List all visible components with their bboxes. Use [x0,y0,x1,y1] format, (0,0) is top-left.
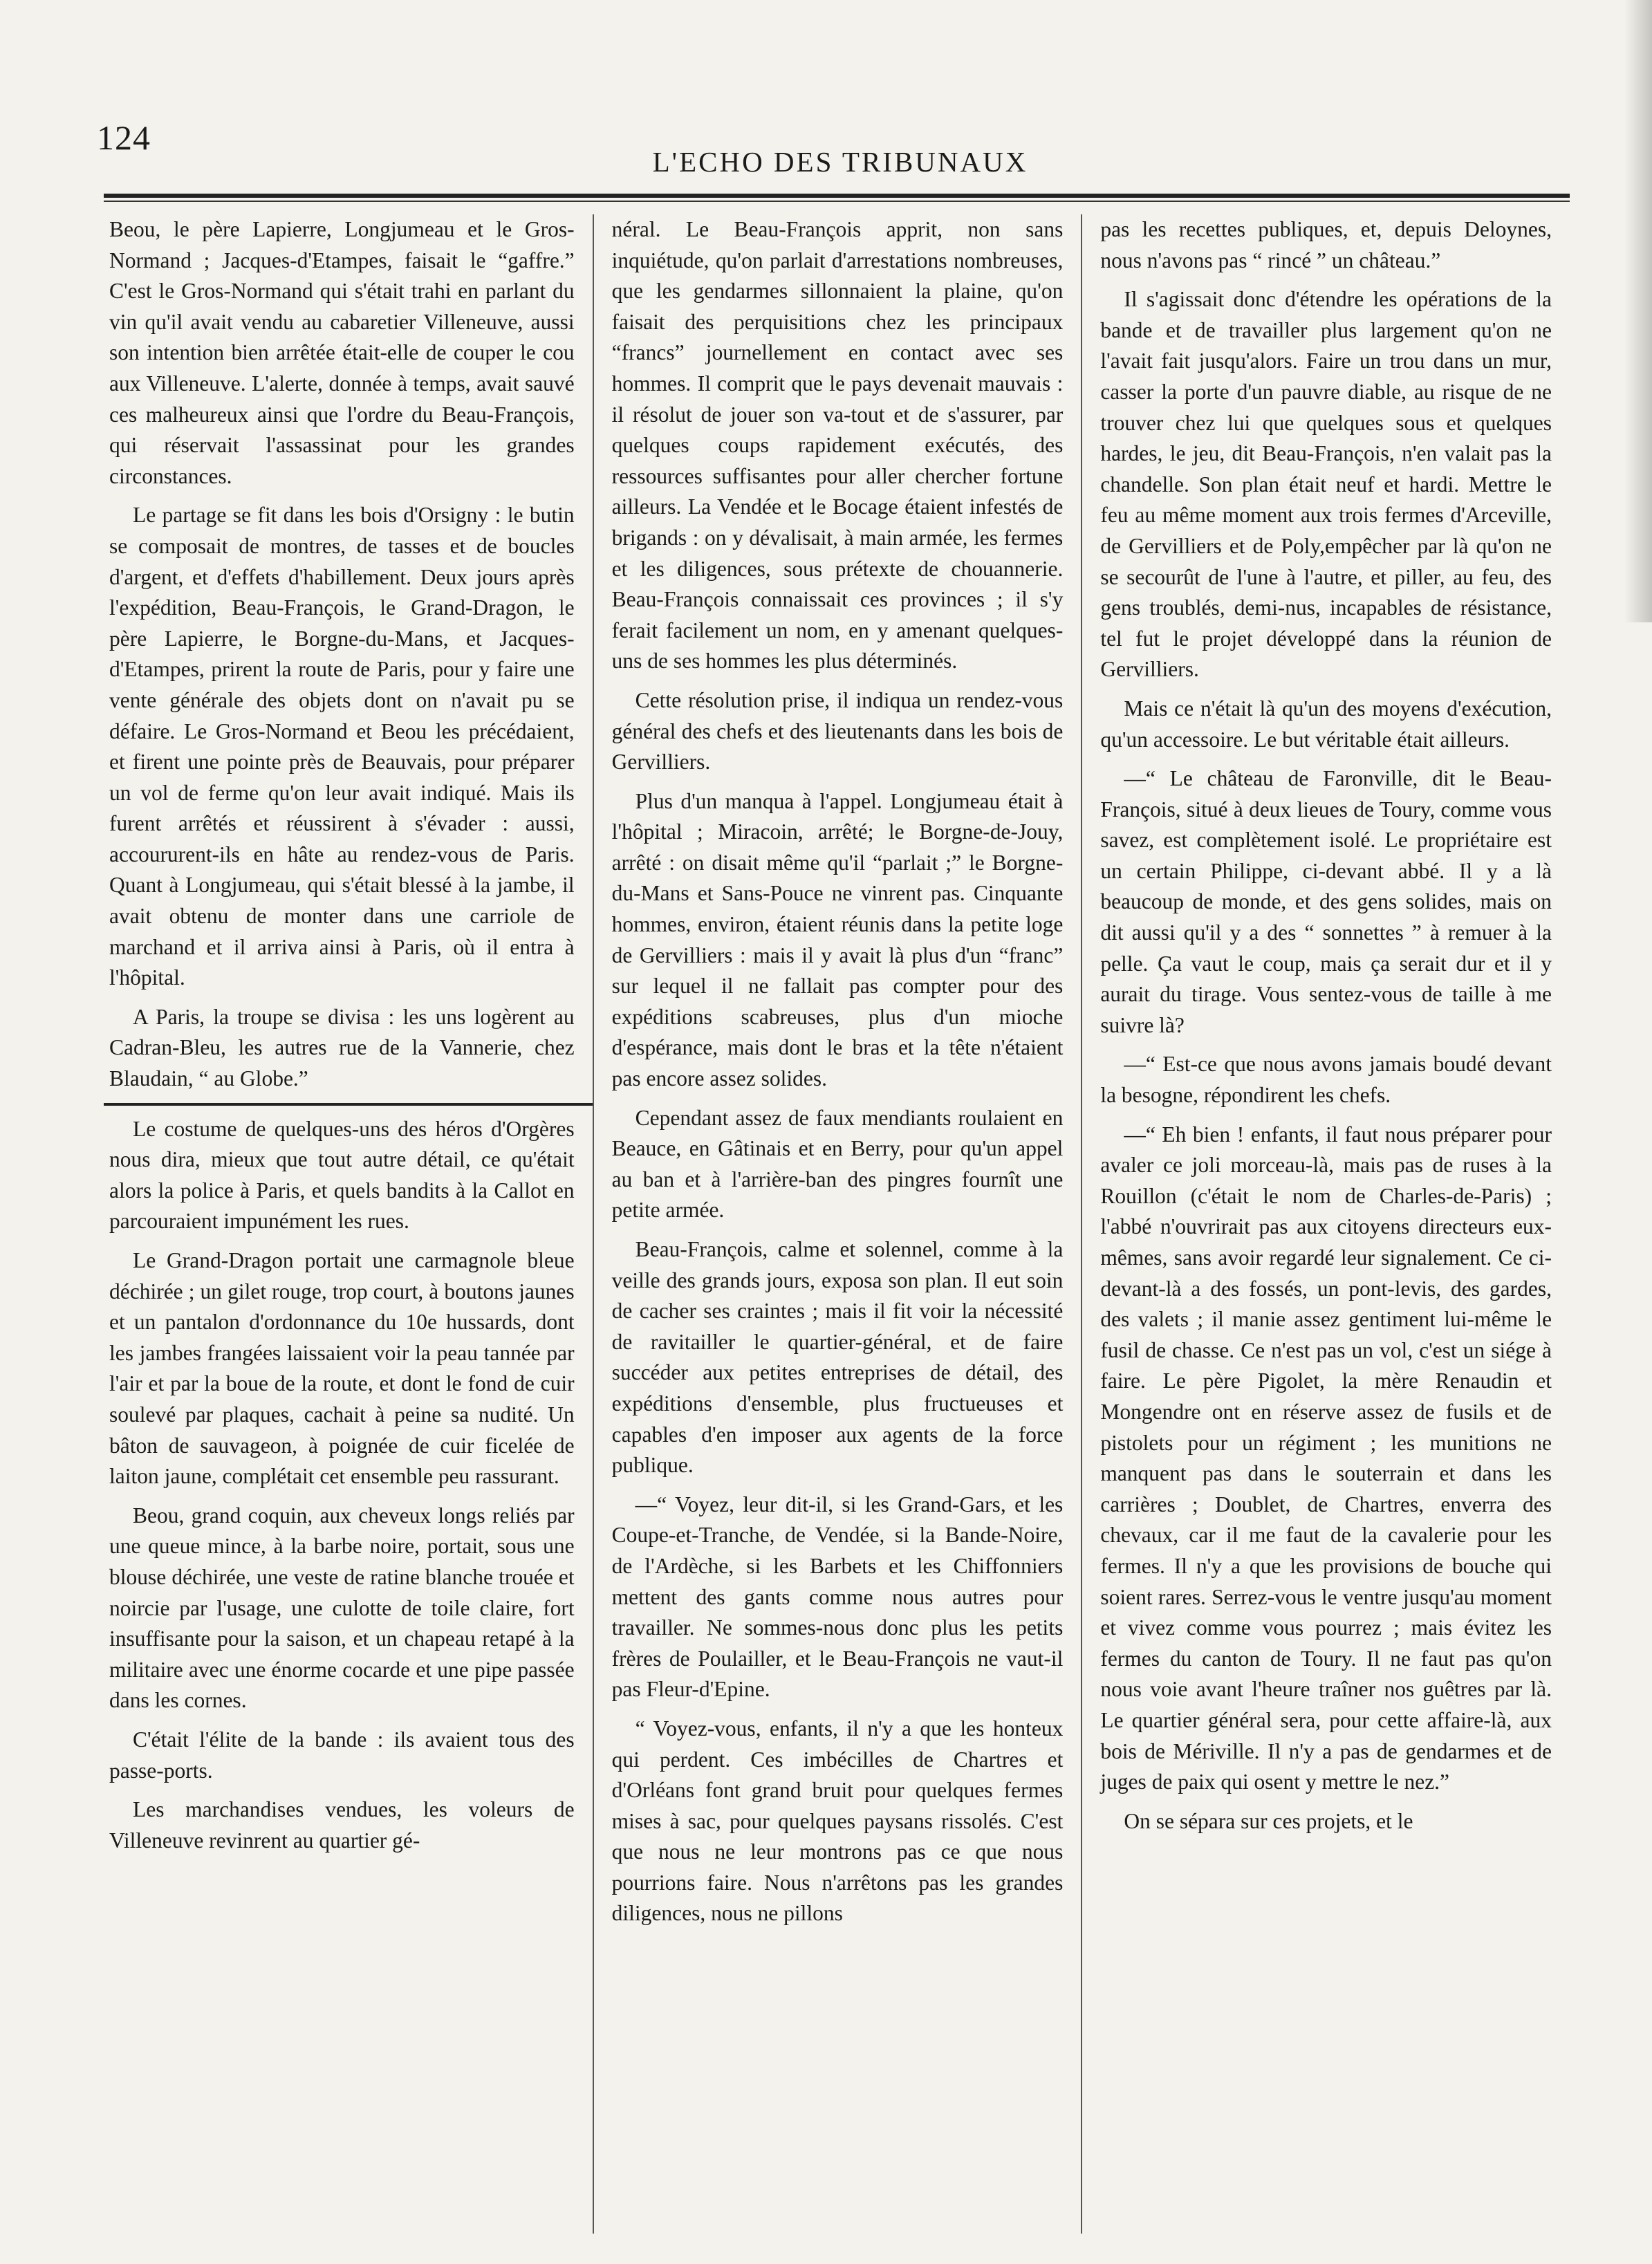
paragraph: Les marchandises vendues, les voleurs de Villeneuve revinrent au quartier gé- [109,1797,575,1853]
text-columns [104,214,1570,2234]
column-3 [1081,214,1570,2234]
paragraph: Le costume de quelques-uns des héros d'Orgères nous dira, mieux que tout autre détail, ce qu'était alors la police à Paris, et quels bandits à la Callot en parcouraient impunément les rues. [109,1116,575,1234]
paragraph: Le partage se fit dans les bois d'Orsigny : le butin se composait de montres, de tasses et de boucles d'argent, et d'effets d'habillement. Deux jours après l'expédition, Beau-François, le Grand-Dragon, le père Lapierre, le Borgne-du-Mans, et Jacques-d'Etampes, prirent la route de Paris, pour y faire une vente générale des objets dont on n'avait pu se défaire. Le Gros-Normand et Beou les précédaient, et firent une pointe près de Beauvais, pour préparer un vol de ferme qu'on leur avait indiqué. Mais ils furent arrêtés et réussirent à s'évader : aussi, accoururent-ils en hâte au rendez-vous de Paris. Quant à Longjumeau, qui s'était blessé à la jambe, il avait obtenu de monter dans une carriole de marchand et il arriva ainsi à Paris, où il entra à l'hôpital. [109,503,575,990]
paragraph: Cependant assez de faux mendiants roulaient en Beauce, en Gâtinais et en Berry, pour qu'un appel au ban et à l'arrière-ban des pingres fournît une petite armée. [611,1105,1064,1223]
paragraph: Mais ce n'était là qu'un des moyens d'exécution, qu'un accessoire. Le but véritable était ailleurs. [1100,696,1552,752]
paragraph: —“ Eh bien ! enfants, il faut nous préparer pour avaler ce joli morceau-là, mais pas de ruses à la Rouillon (c'était le nom de Charles-de-Paris) ; l'abbé n'ouvrirait pas aux citoyens directeurs eux-mêmes, sans avoir regardé leur signalement. Ce ci-devant-là a des fossés, un pont-levis, des gardes, des valets ; il manie assez gentiment lui-même le fusil de chasse. Ce n'est pas un vol, c'est un siége à faire. Le père Pigolet, la mère Renaudin et Mongendre ont en réserve assez de fusils et de pistolets pour un régiment ; les munitions ne manquent pas dans le souterrain et dans les carrières ; Doublet, de Chartres, enverra des chevaux, car il me faut de la cavalerie pour les fermes. Il n'y a que les provisions de bouche qui soient rares. Serrez-vous le ventre jusqu'au moment et vivez comme vous pourrez ; mais évitez les fermes du canton de Toury. Il ne faut pas qu'on nous voie avant l'heure traîner nos guêtres par là. Le quartier général sera, pour cette affaire-là, aux bois de Mériville. Il n'y a pas de gendarmes et de juges de paix qui osent y mettre le nez.” [1100,1122,1552,1794]
page-edge-shadow [1624,0,1652,622]
paragraph: Beou, grand coquin, aux cheveux longs reliés par une queue mince, à la barbe noire, portait, sous une blouse déchirée, une veste de ratine blanche trouée et noircie par l'usage, une culotte de toile claire, fort insuffisante pour la saison, et un chapeau retapé à la militaire avec une énorme cocarde et une pipe passée dans les cornes. [109,1503,575,1713]
header-rule [104,194,1570,198]
paragraph: —“ Voyez, leur dit-il, si les Grand-Gars, et les Coupe-et-Tranche, de Vendée, si la Bande-Noire, de l'Ardèche, si les Barbets et les Chiffonniers mettent des gants comme nous autres pour travailler. Ne sommes-nous donc plus les petits frères de Poulailler, et le Beau-François ne vaut-il pas Fleur-d'Epine. [611,1492,1064,1702]
paragraph: Beau-François, calme et solennel, comme à la veille des grands jours, exposa son plan. Il eut soin de cacher ses craintes ; mais il fit voir la nécessité de ravitailler le quartier-général, et de faire succéder aux petites entreprises de détail, des expéditions d'ensemble, plus fructueuses et capables d'en imposer aux agents de la force publique. [611,1237,1064,1478]
paragraph: —“ Le château de Faronville, dit le Beau-François, situé à deux lieues de Toury, comme vous savez, est complètement isolé. Le propriétaire est un certain Philippe, ci-devant abbé. Il y a là beaucoup de monde, et des gens solides, mais on dit aussi qu'il y a des “ sonnettes ” à remuer à la pelle. Ça vaut le coup, mais ça serait dur et il y aurait du tirage. Vous sentez-vous de taille à me suivre là? [1100,766,1552,1037]
paragraph: On se sépara sur ces projets, et le [1124,1808,1413,1833]
paragraph: —“ Est-ce que nous avons jamais boudé devant la besogne, répondirent les chefs. [1100,1052,1552,1108]
paragraph: “ Voyez-vous, enfants, il n'y a que les honteux qui perdent. Ces imbécilles de Chartres et d'Orléans font grand bruit pour quelques fermes mises à sac, pour quelques paysans rissolés. C'est que nous ne leur montrons pas ce que nous pourrions faire. Nous n'arrêtons pas les grandes diligences, nous ne pillons [611,1716,1064,1926]
page-header [97,104,1556,180]
page-number: 124 [97,118,151,157]
column-1 [104,214,593,2234]
paragraph: Il s'agissait donc d'étendre les opérations de la bande et de travailler plus largement qu'on ne l'avait fait jusqu'alors. Faire un trou dans un mur, casser la porte d'un pauvre diable, au risque de ne trouver chez lui que quelques sous et quelques hardes, le jeu, dit Beau-François, n'en valait pas la chandelle. Son plan était neuf et hardi. Mettre le feu au même moment aux trois fermes d'Arceville, de Gervilliers et de Poly,empêcher par là qu'on ne se secourût de l'une à l'autre, et piller, au feu, des gens troublés, demi-nus, incapables de résistance, tel fut le projet développé dans la réunion de Gervilliers. [1100,287,1552,682]
header-rule-thin [104,201,1570,202]
paragraph: Le Grand-Dragon portait une carmagnole bleue déchirée ; un gilet rouge, trop court, à boutons jaunes et un pantalon d'ordonnance du 10e hussards, dont les jambes frangées laissaient voir la peau tannée par l'air et par la boue de la route, et dont le fond de cuir soulevé par plaques, cachait à peine sa nudité. Un bâton de sauvageon, à poignée de cuir ficelée de laiton jaune, complétait cet ensemble peu rassurant. [109,1248,575,1489]
column-2 [593,214,1082,2234]
paragraph: Plus d'un manqua à l'appel. Longjumeau était à l'hôpital ; Miracoin, arrêté; le Borgne-de-Jouy, arrêté : on disait même qu'il “parlait ;” le Borgne-du-Mans et Sans-Pouce ne vinrent pas. Cinquante hommes, environ, étaient réunis dans la petite loge de Gervilliers : mais il y avait là plus d'un “franc” sur lequel il ne fallait pas compter pour des expéditions scabreuses, plus d'un mioche d'espérance, mais dont le bras et la tête n'étaient pas encore assez solides. [611,788,1064,1091]
paragraph: Cette résolution prise, il indiqua un rendez-vous général des chefs et des lieutenants dans les bois de Gervilliers. [611,687,1064,774]
paragraph: A Paris, la troupe se divisa : les uns logèrent au Cadran-Bleu, les autres rue de la Vannerie, chez Blaudain, “ au Globe.” [109,1004,575,1091]
paragraph: pas les recettes publiques, et, depuis Deloynes, nous n'avons pas “ rincé ” un château.” [1100,217,1552,272]
journal-title: L'ECHO DES TRIBUNAUX [652,146,1028,178]
paragraph: néral. Le Beau-François apprit, non sans inquiétude, qu'on parlait d'arrestations nombreuses, que les gendarmes sillonnaient la plaine, qu'on faisait des perquisitions chez les principaux “francs” journellement en contact avec ses hommes. Il comprit que le pays devenait mauvais : il résolut de jouer son va-tout et de s'assurer, par quelques coups rapidement exécutés, des ressources suffisantes pour aller chercher fortune ailleurs. La Vendée et le Bocage étaient infestés de brigands : on y dévalisait, à main armée, les fermes et les diligences, sous prétexte de chouannerie. Beau-François connaissait ces provinces ; il s'y ferait facilement un nom, en y amenant quelques-uns de ses hommes les plus déterminés. [611,217,1064,674]
paragraph: Beou, le père Lapierre, Longjumeau et le Gros-Normand ; Jacques-d'Etampes, faisait le “gaffre.” C'est le Gros-Normand qui s'était trahi en parlant du vin qu'il avait vendu au cabaretier Villeneuve, aussi son intention bien arrêtée était-elle de couper le cou aux Villeneuve. L'alerte, donnée à temps, avait sauvé ces malheureux ainsi que l'ordre du Beau-François, qui réservait l'assassinat pour les grandes circonstances. [109,217,575,488]
newspaper-page [97,104,1556,2234]
paragraph: C'était l'élite de la bande : ils avaient tous des passe-ports. [109,1727,575,1783]
section-rule [104,1103,593,1106]
